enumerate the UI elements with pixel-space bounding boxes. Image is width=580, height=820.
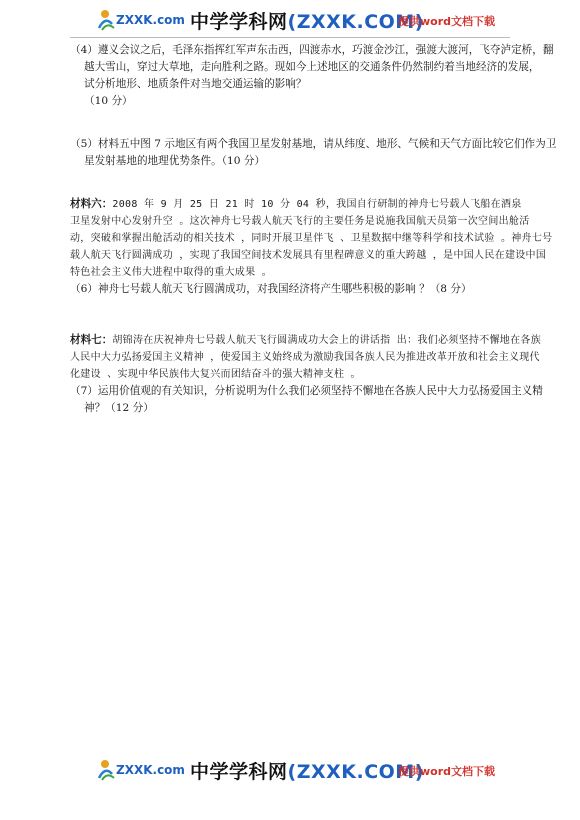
q5-line: （5）材料五中图 7 示地区有两个我国卫星发射基地，请从纬度、地形、气候和天气方面比较它们作为卫 — [70, 138, 557, 150]
download-link[interactable]: 提供word文档下载 — [398, 15, 496, 28]
zxxk-logo — [96, 756, 185, 782]
material-6 — [70, 196, 553, 281]
q4-score: （10 分） — [84, 95, 133, 107]
q7-line: 神？（12 分） — [84, 402, 154, 414]
q7-line: （7）运用价值观的有关知识，分析说明为什么我们必须坚持不懈地在各族人民中大力弘扬爱国主义精 — [70, 385, 543, 397]
q4-line: 越大雪山，穿过大草地，走向胜利之路。现如今上述地区的交通条件仍然制约着当地经济的发展， — [84, 61, 540, 73]
material-6-line: 2008 年 9 月 25 日 21 时 10 分 04 秒，我国自行研制的神舟七号载人飞船在酒泉 — [112, 199, 522, 210]
logo-text: ZXXK.com — [116, 763, 185, 777]
site-title — [190, 7, 424, 34]
material-6-line: 特色社会主义伟大进程中取得的重大成果 。 — [70, 267, 273, 278]
logo-text: ZXXK.com — [116, 13, 185, 27]
q6-text: （6）神舟七号载人航天飞行圆满成功，对我国经济将产生哪些积极的影响 ？（8 分） — [70, 283, 472, 295]
material-6-label: 材料六： — [70, 198, 113, 210]
question-4 — [70, 42, 554, 110]
page-header — [0, 0, 580, 40]
material-7-line: 人民中大力弘扬爱国主义精神 ，使爱国主义始终成为激励我国各族人民为推进改革开放和社会主义现代 — [70, 352, 540, 363]
material-7 — [70, 332, 541, 383]
q4-line: 试分析地形、地质条件对当地交通运输的影响？ — [84, 78, 307, 90]
site-name: 中学学科网 — [190, 11, 288, 33]
q5-line: 星发射基地的地理优势条件。（10 分） — [84, 155, 266, 167]
q4-line: （4）遵义会议之后，毛泽东指挥红军声东击西，四渡赤水，巧渡金沙江，强渡大渡河，飞夺泸定桥，翻 — [70, 44, 554, 56]
zxxk-logo — [96, 6, 185, 32]
question-7 — [70, 383, 543, 417]
site-domain: (ZXXK.COM) — [287, 761, 424, 783]
site-domain: (ZXXK.COM) — [287, 11, 424, 33]
material-7-line: 胡锦涛在庆祝神舟七号载人航天飞行圆满成功大会上的讲话指 出：我们必须坚持不懈地在各族 — [112, 335, 541, 346]
material-6-line: 载人航天飞行圆满成功 ，实现了我国空间技术发展具有里程碑意义的重大跨越 ，是中国人民在建设中国 — [70, 250, 547, 261]
material-7-label: 材料七： — [70, 334, 113, 346]
question-6 — [70, 281, 520, 298]
exam-content — [70, 42, 557, 417]
download-link[interactable]: 提供word文档下载 — [398, 765, 496, 778]
site-name: 中学学科网 — [190, 761, 288, 783]
page-footer — [0, 750, 580, 790]
material-6-line: 动，突破和掌握出舱活动的相关技术 ，同时开展卫星伴飞 、卫星数据中继等科学和技术试验 。神舟七号 — [70, 233, 553, 244]
question-5 — [70, 136, 557, 170]
material-6-line: 卫星发射中心发射升空 。这次神舟七号载人航天飞行的主要任务是说施我国航天员第一次空间出舱活 — [70, 216, 530, 227]
material-7-line: 化建设 、实现中华民族伟大复兴而团结奋斗的强大精神支柱 。 — [70, 369, 361, 380]
header-divider — [70, 37, 510, 38]
site-title — [190, 757, 424, 784]
